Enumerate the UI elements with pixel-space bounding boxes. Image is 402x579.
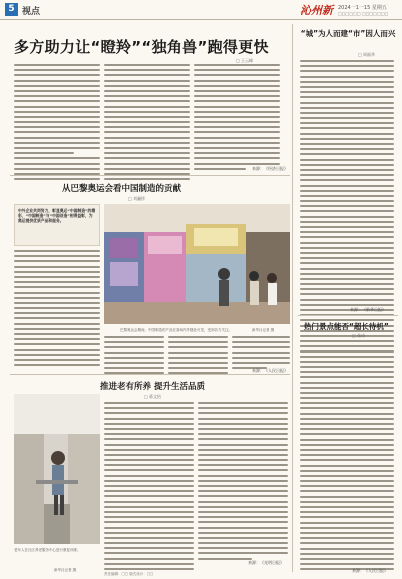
- pull-quote-box: [14, 204, 100, 246]
- bottom-body-col-1: [104, 402, 194, 573]
- mid-headline: 从巴黎奥运会看中国制造的贡献: [62, 184, 182, 194]
- main-body-col-3: [194, 64, 280, 173]
- main-source: 来源：《经济日报》: [252, 166, 288, 171]
- side2-headline: 热门景点能否“超长待机”: [304, 322, 389, 331]
- side2-byline: □ 张成: [352, 333, 366, 338]
- bottom-body-col-2: [198, 402, 288, 563]
- mid-body-col-1: [14, 250, 100, 369]
- issue-info: □□□□□□ □□□□□□□: [338, 11, 389, 16]
- bottom-divider: [10, 374, 290, 375]
- bottom-photo-caption: 老年人在社区养老服务中心进行康复训练。: [14, 548, 81, 552]
- mid-byline: □ 刘骊桥: [128, 196, 146, 201]
- page-number: 5: [5, 3, 18, 16]
- bottom-photo: [14, 394, 100, 544]
- bottom-byline: □ 蒋文怡: [144, 394, 162, 399]
- masthead-logo: 沁州新: [300, 4, 333, 17]
- mid-photo-credit: 新华社记者 摄: [252, 328, 275, 332]
- column-divider: [292, 24, 293, 572]
- section-name: 视点: [22, 7, 41, 17]
- main-byline: □ 王云峰: [236, 58, 254, 63]
- mid-body-col-2: [104, 336, 164, 378]
- page-header: [0, 0, 402, 20]
- mid-body-col-4: [232, 336, 290, 372]
- side1-byline: □ 周福华: [358, 52, 376, 57]
- bottom-headline: 推进老有所养 提升生活品质: [100, 382, 205, 392]
- mid-source: 来源：《人民日报》: [252, 368, 288, 373]
- side1-headline: “城”为人而建“市”因人而兴: [300, 29, 396, 38]
- side-divider: [298, 315, 398, 316]
- main-body-col-1: [14, 64, 100, 183]
- mid-body-col-3: [168, 336, 228, 378]
- issue-date: 2024一1一15 星期五: [338, 5, 387, 11]
- mid-photo-caption: 巴黎奥运会期间，中国制造的产品在赛场内外随处可见，受到各方关注。: [120, 328, 232, 332]
- store-interior-image: [104, 204, 290, 324]
- main-body-col-2: [104, 64, 190, 183]
- section-divider: [10, 175, 290, 176]
- side2-body: [300, 340, 394, 573]
- mid-photo: [104, 204, 290, 324]
- bottom-source: 来源：《光明日报》: [248, 560, 284, 565]
- rehab-center-image: [14, 394, 100, 544]
- page-footer: 责任编辑：□□ 版式设计：□□: [104, 572, 154, 576]
- main-headline: 多方助力让“瞪羚”“独角兽”跑得更快: [14, 38, 269, 56]
- pull-quote: 中外企业共同努力，彰显奥运“中国制造”的精彩，“中国制造”与“中国创造”相得益彰，为奥运提供优质产品和服务。: [18, 208, 96, 224]
- bottom-photo-credit: 新华社记者 摄: [54, 568, 77, 572]
- side1-source: 来源：《新华日报》: [350, 307, 386, 312]
- side2-source: 来源：《人民日报》: [352, 568, 388, 573]
